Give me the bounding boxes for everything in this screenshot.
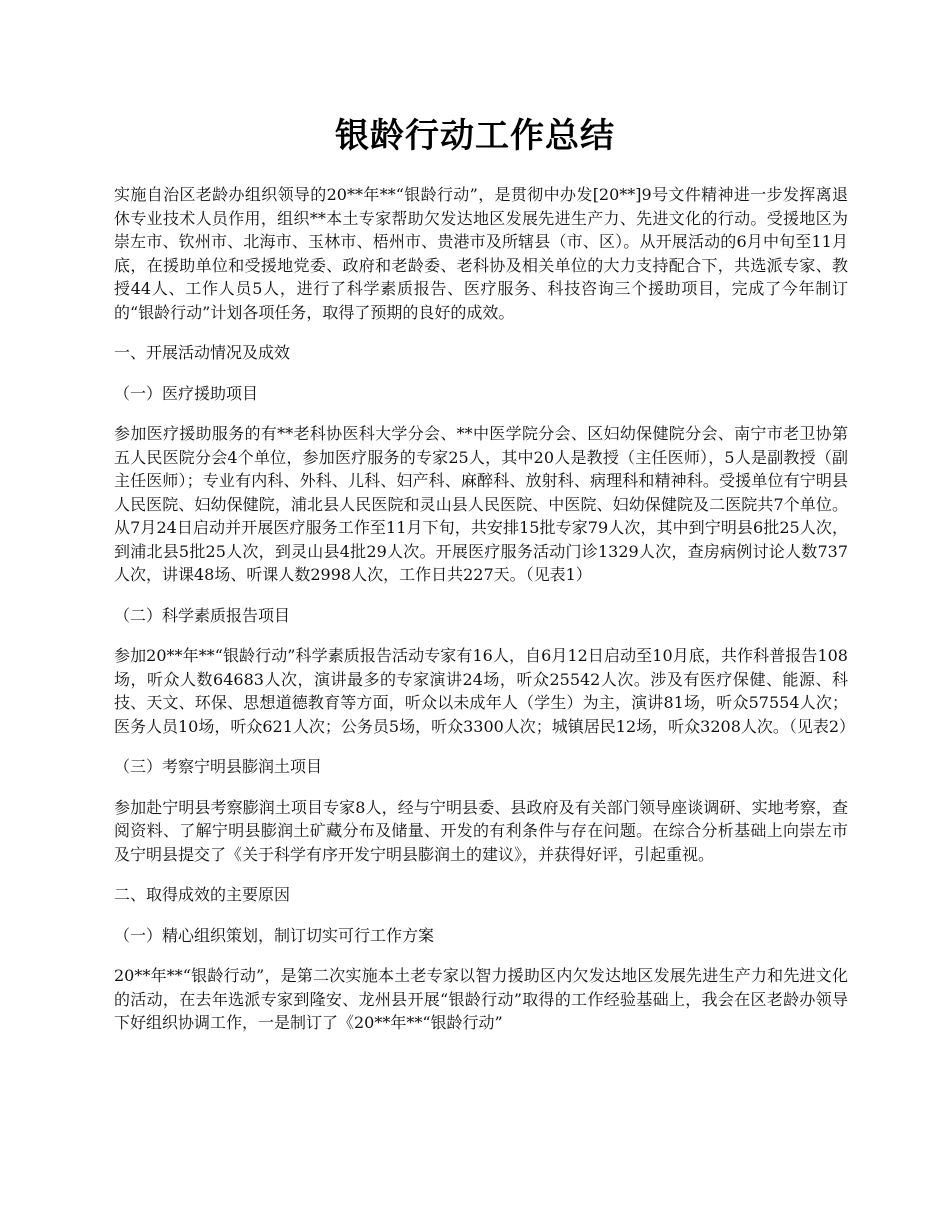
document-body bbox=[114, 183, 856, 1052]
medical-aid-paragraph: 参加医疗援助服务的有**老科协医科大学分会、**中医学院分会、区妇幼保健院分会、南宁市老卫协第五人民医院分会4个单位，参加医疗服务的专家25人，其中20人是教授（主任医师），5人是副教授（副主任医师）；专业有内科、外科、儿科、妇产科、麻醉科、放射科、病理科和精神科。受援单位有宁明县人民医院、妇幼保健院，浦北县人民医院和灵山县人民医院、中医院、妇幼保健院及二医院共7个单位。从7月24日启动并开展医疗服务工作至11月下旬，共安排15批专家79人次，其中到宁明县6批25人次，到浦北县5批25人次，到灵山县4批29人次。开展医疗服务活动门诊1329人次，查房病例讨论人数737人次，讲课48场、听课人数2998人次，工作日共227天。（见表1） bbox=[114, 424, 848, 584]
subsection-heading-bentonite: （三）考察宁明县膨润土项目 bbox=[114, 757, 323, 776]
subsection-heading-planning: （一）精心组织策划，制订切实可行工作方案 bbox=[114, 925, 435, 945]
science-report-paragraph: 参加20**年**“银龄行动”科学素质报告活动专家有16人，自6月12日启动至10月底，共作科普报告108场，听众人数64683人次，演讲最多的专家演讲24场，听众25542人次。涉及有医疗保健、能源、科技、天文、环保、思想道德教育等方面，听众以未成年人（学生）为主，演讲81场，听众57554人次；医务人员10场，听众621人次；公务员5场，听众3300人次；城镇居民12场，听众3208人次。（见表2） bbox=[114, 646, 856, 736]
bentonite-paragraph: 参加赴宁明县考察膨润土项目专家8人，经与宁明县委、县政府及有关部门领导座谈调研、实地考察，查阅资料、了解宁明县膨润土矿藏分布及储量、开发的有利条件与存在问题。在综合分析基础上向崇左市及宁明县提交了《关于科学有序开发宁明县膨润土的建议》，并获得好评，引起重视。 bbox=[114, 797, 848, 864]
subsection-heading-science: （二）科学素质报告项目 bbox=[114, 605, 291, 625]
planning-paragraph: 20**年**“银龄行动”，是第二次实施本土老专家以智力援助区内欠发达地区发展先进生产力和先进文化的活动，在去年选派专家到隆安、龙州县开展“银龄行动”取得的工作经验基础上，我会在区老龄办领导下好组织协调工作，一是制订了《20**年**“银龄行动” bbox=[114, 966, 848, 1032]
section-heading-2: 二、取得成效的主要原因 bbox=[114, 885, 291, 904]
subsection-heading-medical: （一）医疗援助项目 bbox=[114, 383, 259, 403]
document-title: 银龄行动工作总结 bbox=[335, 116, 615, 156]
intro-paragraph: 实施自治区老龄办组织领导的20**年**“银龄行动”，是贯彻中办发[20**]9号文件精神进一步发挥离退休专业技术人员作用，组织**本土专家帮助欠发达地区发展先进生产力、先进文化的行动。受援地区为崇左市、钦州市、北海市、玉林市、梧州市、贵港市及所辖县（市、区）。从开展活动的6月中旬至11月底，在援助单位和受援地党委、政府和老龄委、老科协及相关单位的大力支持配合下，共选派专家、教授44人、工作人员5人，进行了科学素质报告、医疗服务、科技咨询三个援助项目，完成了今年制订的“银龄行动”计划各项任务，取得了预期的良好的成效。 bbox=[114, 185, 848, 322]
section-heading-1: 一、开展活动情况及成效 bbox=[114, 343, 291, 362]
